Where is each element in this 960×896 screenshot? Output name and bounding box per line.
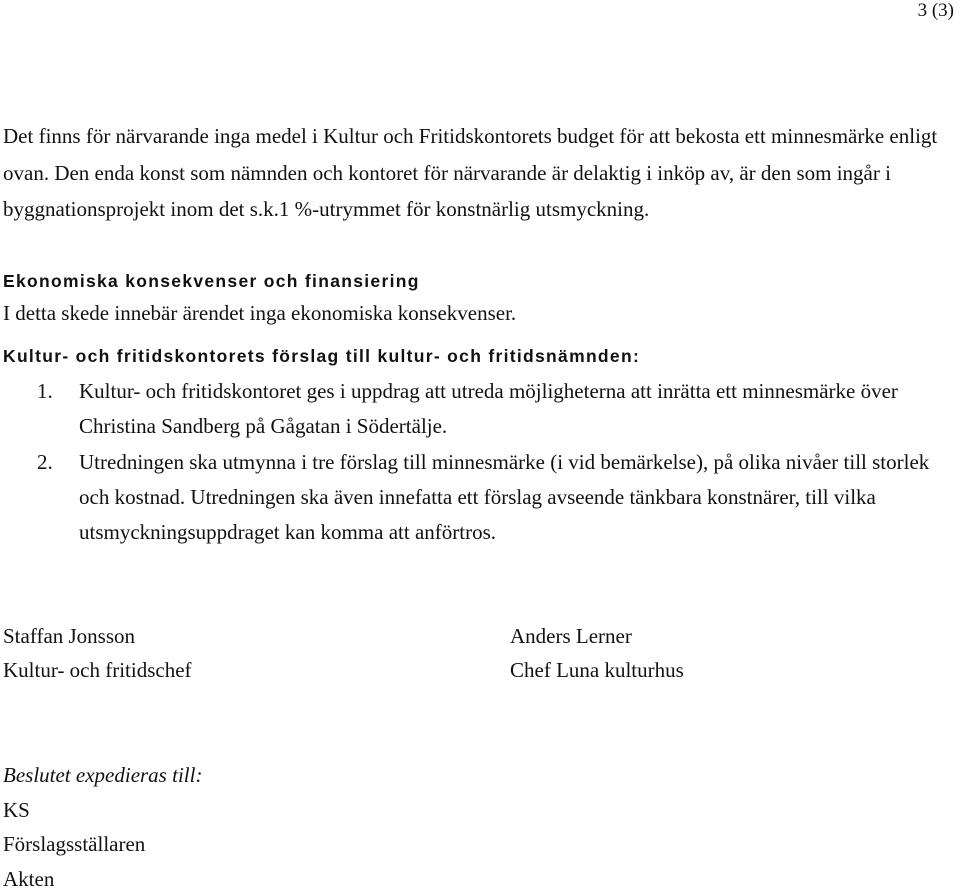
intro-paragraph [3,118,948,228]
dispatch-recipient: Akten [3,862,202,896]
list-item-number: 2. [37,445,53,480]
economics-text: I detta skede innebär ärendet inga ekonomiska konsekvenser. [3,301,516,326]
proposal-heading: Kultur- och fritidskontorets förslag till kultur- och fritidsnämnden: [3,346,640,367]
signature-right [510,619,684,687]
signature-left [3,619,192,687]
dispatch-block [3,758,202,896]
list-item [3,374,948,444]
economics-heading: Ekonomiska konsekvenser och finansiering [3,271,420,292]
list-item-text: Utredningen ska utmynna i tre förslag till minnesmärke (i vid bemärkelse), på olika nivåer till storlek och kostnad. Utredningen ska även innefatta ett förslag avseende tänkbara konstnärer, till vilka utsmyckningsuppdraget kan komma att anförtros. [79,450,929,544]
page-number: 3 (3) [918,0,954,22]
signature-name: Staffan Jonsson [3,619,192,653]
dispatch-title: Beslutet expedieras till: [3,758,202,793]
dispatch-recipient: KS [3,793,202,828]
proposal-list [3,374,948,551]
dispatch-recipient: Förslagsställaren [3,827,202,862]
signature-name: Anders Lerner [510,619,684,653]
list-item-number: 1. [37,374,53,409]
signature-title: Chef Luna kulturhus [510,653,684,687]
signature-title: Kultur- och fritidschef [3,653,192,687]
list-item-text: Kultur- och fritidskontoret ges i uppdrag att utreda möjligheterna att inrätta ett minnesmärke över Christina Sandberg på Gågatan i Södertälje. [79,379,898,438]
intro-text: Det finns för närvarande inga medel i Kultur och Fritidskontorets budget för att bekosta ett minnesmärke enligt ovan. Den enda konst som nämnden och kontoret för närvarande är delaktig i inköp av, är den som ingår i byggnationsprojekt inom det s.k.1 %-utrymmet för konstnärlig utsmyckning. [3,118,948,228]
list-item [3,445,948,550]
